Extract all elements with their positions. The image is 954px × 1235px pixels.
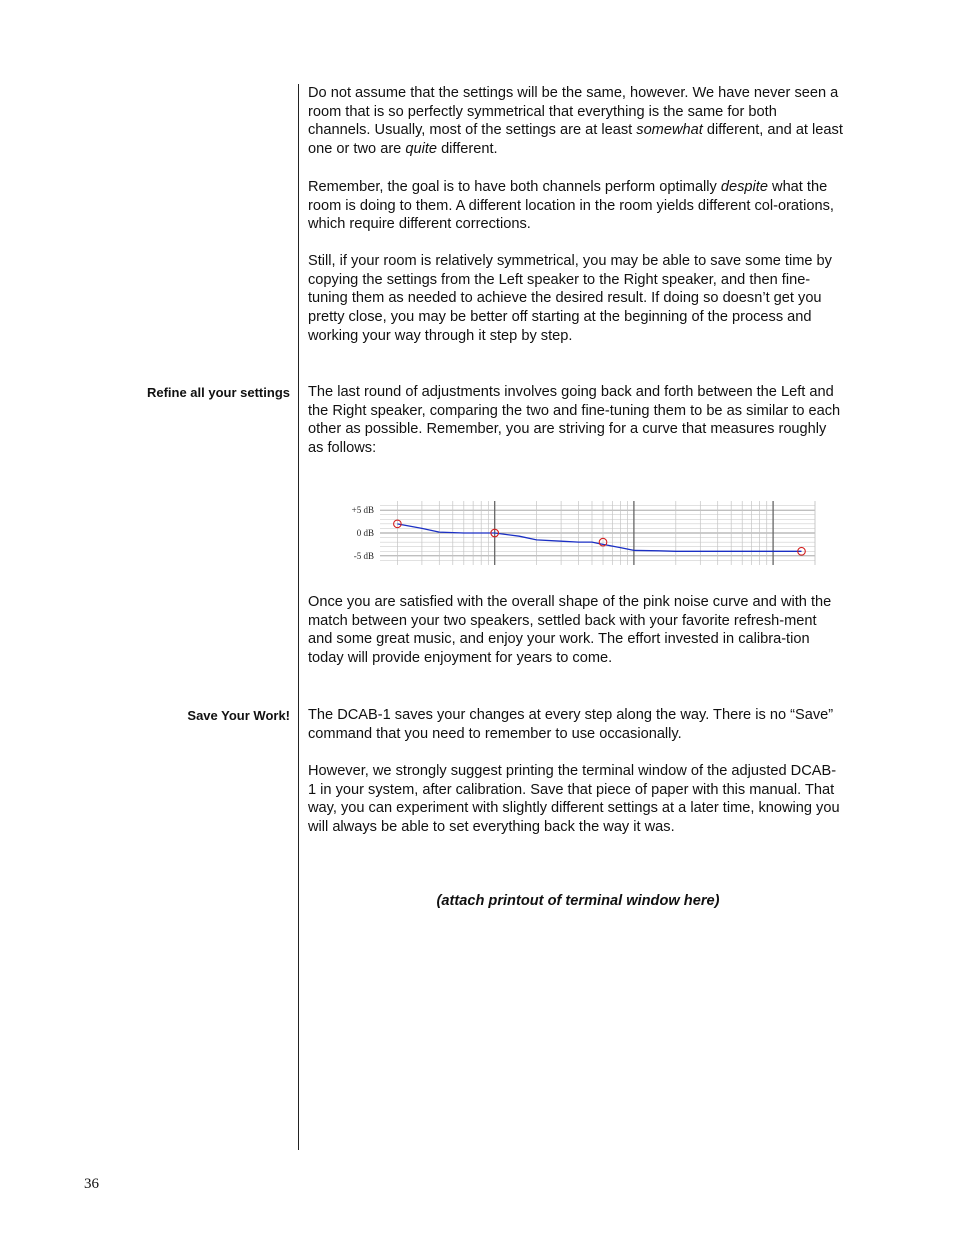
paragraph-settings-differ: [308, 84, 843, 159]
side-heading-refine: Refine all your settings: [146, 385, 290, 400]
column-rule: [298, 84, 299, 1150]
text-run: Do not assume that the settings will be the same, however. We have never seen a room that is so perfectly symmetrical that everything is the same for both channels. Usually, most of the settings are at least: [308, 85, 839, 139]
chart-y-ticks: [352, 505, 374, 561]
text-run: somewhat: [636, 122, 703, 139]
text-run: Once you are satisfied with the overall shape of the pink noise curve and with the match between your two speakers, settled back with your favorite refresh-ment and some great music, and enjoy your work. The effort invested in calibra-tion today will provide enjoyment for years to come.: [308, 594, 832, 667]
text-run: despite: [720, 179, 768, 195]
text-run: The last round of adjustments involves going back and forth between the Left and the Right speaker, comparing the two and fine-tuning them to be as similar to each other as possible. Remember, you are striving for a curve that measures roughly as follows:: [308, 384, 841, 457]
text-run: However, we strongly suggest printing the terminal window of the adjusted DCAB-1 in your system, after calibration. Save that piece of paper with this manual. That way, you can experiment with slightly different settings at a later time, knowing you will always be able to set everything back the way it was.: [308, 763, 840, 836]
text-run: Still, if your room is relatively symmetrical, you may be able to save some time by copying the settings from the Left speaker to the Right speaker, and then fine-tuning them as needed to achieve the desired result. If doing so doesn’t get you pretty close, you may be better off starting at the beginning of the process and working your way through it step by step.: [308, 253, 832, 344]
y-tick-label: +5 dB: [351, 505, 374, 516]
y-tick-label: -5 dB: [353, 550, 374, 561]
target-curve-chart: [340, 497, 820, 569]
page-number: 36: [84, 1176, 99, 1192]
side-heading-save: Save Your Work!: [187, 708, 290, 723]
text-run: quite: [405, 141, 438, 158]
paragraph-goal: [308, 178, 843, 234]
paragraph-last-round: [308, 383, 843, 458]
y-tick-label: 0 dB: [356, 528, 374, 538]
text-run: different, and at least one or two are: [308, 122, 843, 158]
text-run: Remember, the goal is to have both channels perform optimally: [308, 179, 721, 195]
text-run: what the room is doing to them. A different location in the room yields different col-orations, which require different corrections.: [308, 179, 834, 233]
paragraph-print-terminal: [308, 762, 843, 837]
chart-grid: [380, 501, 815, 565]
paragraph-copy-settings: [308, 252, 843, 346]
paragraph-satisfied: [308, 593, 843, 668]
text-run: The DCAB-1 saves your changes at every step along the way. There is no “Save” command that you need to remember to use occasionally.: [308, 707, 834, 742]
attach-printout-note: (attach printout of terminal window here): [436, 893, 720, 909]
text-run: different.: [437, 141, 498, 158]
paragraph-saves-changes: [308, 706, 843, 743]
